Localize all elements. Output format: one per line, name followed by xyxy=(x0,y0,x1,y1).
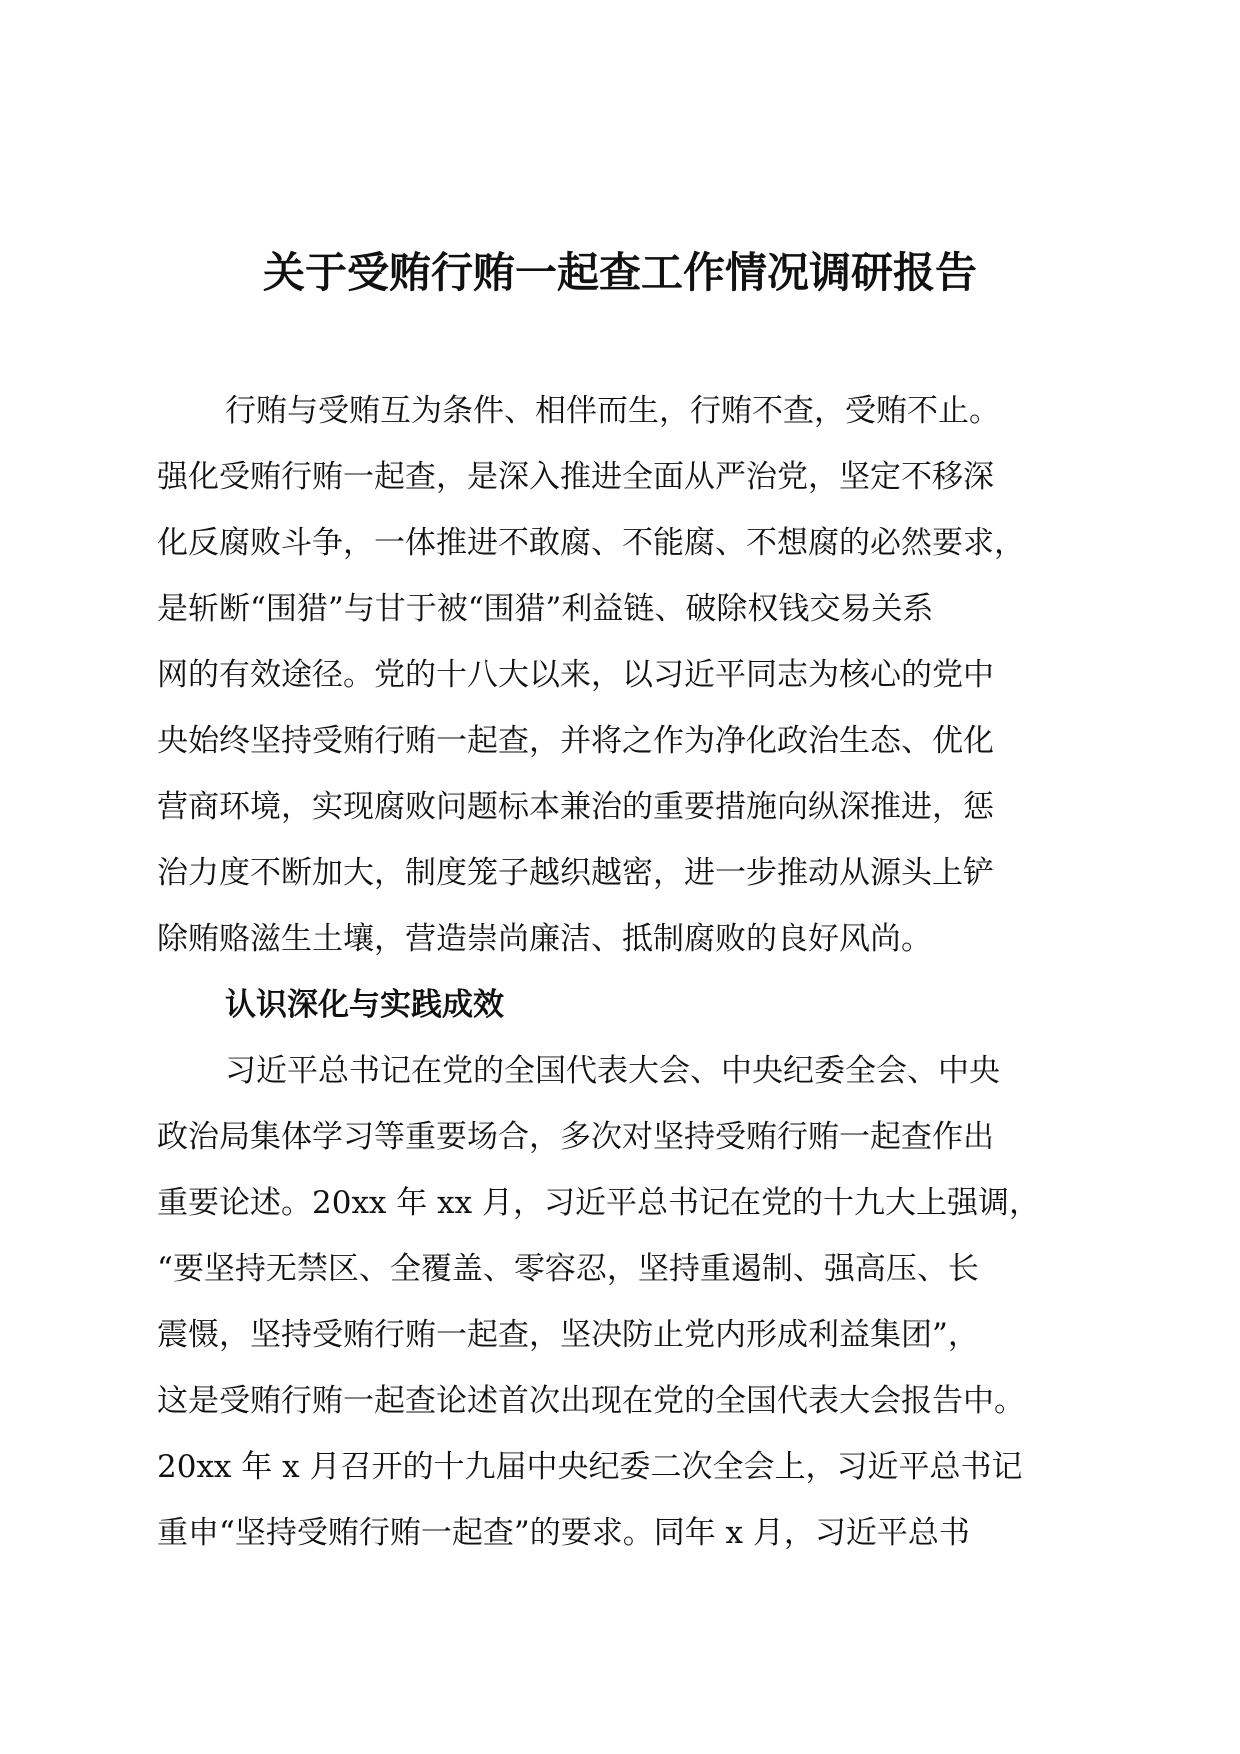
paragraph-2-line-1: 习近平总书记在党的全国代表大会、中央纪委全会、中央 xyxy=(225,1053,1000,1089)
paragraph-1-line-4: 是斩断“围猎”与甘于被“围猎”利益链、破除权钱交易关系 xyxy=(157,591,934,627)
paragraph-2-line-8: 重申“坚持受贿行贿一起查”的要求。同年 x 月，习近平总书 xyxy=(157,1515,970,1551)
document-title: 关于受贿行贿一起查工作情况调研报告 xyxy=(262,248,977,297)
paragraph-2-line-6: 这是受贿行贿一起查论述首次出现在党的全国代表大会报告中。 xyxy=(157,1383,1025,1419)
paragraph-1-line-7: 营商环境，实现腐败问题标本兼治的重要措施向纵深推进，惩 xyxy=(157,789,994,825)
paragraph-1-line-5: 网的有效途径。党的十八大以来，以习近平同志为核心的党中 xyxy=(157,657,994,693)
section-heading: 认识深化与实践成效 xyxy=(225,987,504,1023)
paragraph-1-line-6: 央始终坚持受贿行贿一起查，并将之作为净化政治生态、优化 xyxy=(157,723,994,759)
paragraph-1-line-2: 强化受贿行贿一起查，是深入推进全面从严治党，坚定不移深 xyxy=(157,459,994,495)
paragraph-1-line-9: 除贿赂滋生土壤，营造崇尚廉洁、抵制腐败的良好风尚。 xyxy=(157,921,932,957)
paragraph-1-line-8: 治力度不断加大，制度笼子越织越密，进一步推动从源头上铲 xyxy=(157,855,994,891)
paragraph-1-line-3: 化反腐败斗争，一体推进不敢腐、不能腐、不想腐的必然要求， xyxy=(157,525,1025,561)
paragraph-2-line-3: 重要论述。20xx 年 xx 月，习近平总书记在党的十九大上强调， xyxy=(157,1185,1040,1221)
paragraph-2-line-2: 政治局集体学习等重要场合，多次对坚持受贿行贿一起查作出 xyxy=(157,1119,994,1155)
paragraph-2-line-7: 20xx 年 x 月召开的十九届中央纪委二次全会上，习近平总书记 xyxy=(157,1449,1023,1485)
paragraph-2-line-4: “要坚持无禁区、全覆盖、零容忍，坚持重遏制、强高压、长 xyxy=(157,1251,979,1287)
paragraph-2-line-5: 震慑，坚持受贿行贿一起查，坚决防止党内形成利益集团”， xyxy=(157,1317,979,1353)
paragraph-1-line-1: 行贿与受贿互为条件、相伴而生，行贿不查，受贿不止。 xyxy=(225,393,1000,429)
